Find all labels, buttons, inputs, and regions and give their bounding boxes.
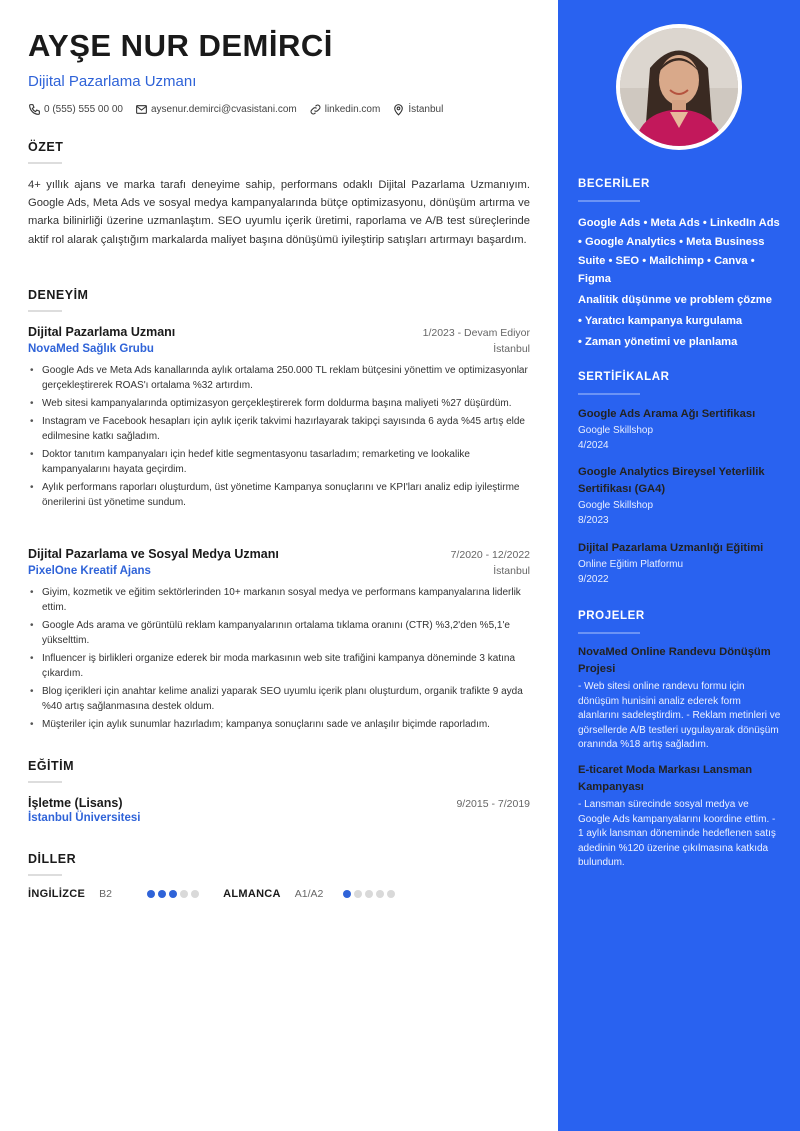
person-portrait-icon xyxy=(620,28,738,146)
job-entry-company: NovaMed Sağlık Grubu xyxy=(28,343,154,355)
experience-heading: DENEYİM xyxy=(28,288,88,312)
project-item xyxy=(578,644,783,753)
job-bullet: • Google Ads ve Meta Ads kanallarında aylık ortalama 250.000 TL reklam bütçesini yönettim ve optimizasyonlar gerçekleştirerek ROAS'ı ortalama %32 artırdım. xyxy=(28,363,530,393)
candidate-name: AYŞE NUR DEMİRCİ xyxy=(28,28,333,63)
language-rating xyxy=(147,890,199,898)
language-level: B2 xyxy=(99,888,112,900)
languages-heading: DİLLER xyxy=(28,852,76,876)
certificate-title: Google Ads Arama Ağı Sertifikası xyxy=(578,408,756,420)
contact-location xyxy=(392,103,443,116)
languages-list xyxy=(28,888,419,900)
certificate-issuer: Online Eğitim Platformu xyxy=(578,559,684,570)
certificate-issuer: Google Skillshop xyxy=(578,425,654,436)
certificates-heading: SERTİFİKALAR xyxy=(578,371,670,395)
language-name: İNGİLİZCE xyxy=(28,888,86,900)
certificate-date: 8/2023 xyxy=(578,515,609,526)
job-entry-title: Dijital Pazarlama Uzmanı xyxy=(28,325,176,339)
job-bullet: • Web sitesi kampanyalarında optimizasyon gerçekleştirerek form doldurma başına maliyeti %27 düşürdüm. xyxy=(28,396,530,411)
mail-icon xyxy=(135,103,148,116)
phone-icon xyxy=(28,103,41,116)
summary-text: 4+ yıllık ajans ve marka tarafı deneyime sahip, performans odaklı Dijital Pazarlama Uzmanıyım. Google Ads, Meta Ads ve sosyal medya kampanyalarında bütçe optimizasyonu, dönüşüm artırma ve marka bilinirliği üzerine uzmanlaştım. SEO uyumlu içerik üretimi, raporlama ve A/B test süreçlerinde aktif rol alarak çalıştığım markalarda maliyet başına dönüşümü iyileştirip satışları artırmayı başardım. xyxy=(28,179,530,246)
projects-heading: PROJELER xyxy=(578,610,645,634)
job-entry xyxy=(28,325,530,513)
rating-dot xyxy=(354,890,362,898)
skill-line: Analitik düşünme ve problem çözme xyxy=(578,294,772,307)
education-entry xyxy=(28,796,530,824)
contact-linkedin[interactable] xyxy=(309,103,381,116)
project-description: - Lansman sürecinde sosyal medya ve Google Ads kampanyalarını koordine ettim. - 1 aylık lansman döneminde hedeflenen satış adedinin %120 üzerine çıkılmasına katkıda bulundum. xyxy=(578,799,776,869)
education-degree: İşletme (Lisans) xyxy=(28,796,123,810)
job-entry-company: PixelOne Kreatif Ajans xyxy=(28,565,151,577)
certificate-item xyxy=(578,464,783,528)
language-level: A1/A2 xyxy=(294,888,324,900)
job-entry-date: 7/2020 - 12/2022 xyxy=(450,549,530,561)
certificate-title: Google Analytics Bireysel Yeterlilik Sertifikası (GA4) xyxy=(578,466,765,495)
email-text[interactable]: aysenur.demirci@cvasistani.com xyxy=(150,104,297,115)
rating-dot xyxy=(365,890,373,898)
avatar xyxy=(620,28,738,146)
job-entry xyxy=(28,547,530,735)
job-entry-location: İstanbul xyxy=(493,565,530,577)
rating-dot xyxy=(387,890,395,898)
skill-line: • Zaman yönetimi ve planlama xyxy=(578,335,738,348)
language-rating xyxy=(343,890,395,898)
rating-dot xyxy=(376,890,384,898)
rating-dot xyxy=(343,890,351,898)
education-heading: EĞİTİM xyxy=(28,759,74,783)
rating-dot xyxy=(158,890,166,898)
certificate-issuer: Google Skillshop xyxy=(578,500,654,511)
job-bullet: • Blog içerikleri için anahtar kelime analizi yaparak SEO uyumlu içerik planı oluşturdum, organik trafikte 9 ayda %40 artış sağlanmasına destek oldum. xyxy=(28,684,530,714)
education-date: 9/2015 - 7/2019 xyxy=(456,798,530,810)
summary-heading: ÖZET xyxy=(28,140,63,164)
location-text: İstanbul xyxy=(408,104,444,115)
job-bullet: • Doktor tanıtım kampanyaları için hedef kitle segmentasyonu tasarladım; remarketing ve lookalike kampanyalarını hayata geçirdim. xyxy=(28,447,530,477)
job-title: Dijital Pazarlama Uzmanı xyxy=(28,73,197,90)
certificate-item xyxy=(578,540,783,587)
job-bullet: • Aylık performans raporları oluşturdum, üst yönetime Kampanya sonuçlarını ve KPI'ları analiz edip iyileştirme önerilerini üst yönetime sundum. xyxy=(28,480,530,510)
job-entry-title: Dijital Pazarlama ve Sosyal Medya Uzmanı xyxy=(28,547,279,561)
project-item xyxy=(578,762,783,871)
rating-dot xyxy=(169,890,177,898)
job-entry-date: 1/2023 - Devam Ediyor xyxy=(422,327,530,339)
project-title: NovaMed Online Randevu Dönüşüm Projesi xyxy=(578,646,771,675)
skills-list xyxy=(578,214,783,354)
job-entry-location: İstanbul xyxy=(493,343,530,355)
rating-dot xyxy=(147,890,155,898)
education-school: İstanbul Üniversitesi xyxy=(28,812,141,824)
contact-phone xyxy=(28,103,123,116)
skills-heading: BECERİLER xyxy=(578,178,650,202)
profile-photo xyxy=(616,24,742,150)
phone-text: 0 (555) 555 00 00 xyxy=(44,104,123,115)
job-bullet: • Instagram ve Facebook hesapları için aylık içerik takvimi hazırlayarak takipçi sayısında 6 ayda %45 artış elde edilmesine katkı sağladım. xyxy=(28,414,530,444)
contact-bar xyxy=(28,103,443,116)
project-title: E-ticaret Moda Markası Lansman Kampanyası xyxy=(578,764,753,793)
certificate-date: 9/2022 xyxy=(578,574,609,585)
linkedin-text[interactable]: linkedin.com xyxy=(324,104,381,115)
job-bullet: • Influencer iş birlikleri organize ederek bir moda markasının web site trafiğini kampanya döneminde 3 katına çıkardım. xyxy=(28,651,530,681)
job-bullet: • Google Ads arama ve görüntülü reklam kampanyalarının ortalama tıklama oranını (CTR) %3,2'den %5,1'e yükselttim. xyxy=(28,618,530,648)
job-bullets xyxy=(28,363,530,510)
contact-email[interactable] xyxy=(135,103,297,116)
certificate-item xyxy=(578,406,783,453)
certificate-date: 4/2024 xyxy=(578,440,609,451)
job-bullet: • Giyim, kozmetik ve eğitim sektörlerinden 10+ markanın sosyal medya ve performans kampanyalarına liderlik ettim. xyxy=(28,585,530,615)
language-name: ALMANCA xyxy=(223,888,281,900)
skill-line: Google Ads • Meta Ads • LinkedIn Ads • Google Analytics • Meta Business Suite • SEO • Mailchimp • Canva • Figma xyxy=(578,217,780,286)
skill-line: • Yaratıcı kampanya kurgulama xyxy=(578,314,743,327)
rating-dot xyxy=(191,890,199,898)
rating-dot xyxy=(180,890,188,898)
location-pin-icon xyxy=(392,103,405,116)
project-description: - Web sitesi online randevu formu için dönüşüm hunisini analiz ederek form alanlarını sadeleştirdim. - Reklam metinleri ve görsellerde A/B testleri uygulayarak dönüşüm oranında %18 artış sağladım. xyxy=(578,681,781,751)
link-icon xyxy=(309,103,322,116)
job-bullet: • Müşteriler için aylık sunumlar hazırladım; kampanya sonuçlarını sade ve anlaşılır biçimde raporladım. xyxy=(28,717,530,732)
job-bullets xyxy=(28,585,530,732)
certificate-title: Dijital Pazarlama Uzmanlığı Eğitimi xyxy=(578,542,764,554)
